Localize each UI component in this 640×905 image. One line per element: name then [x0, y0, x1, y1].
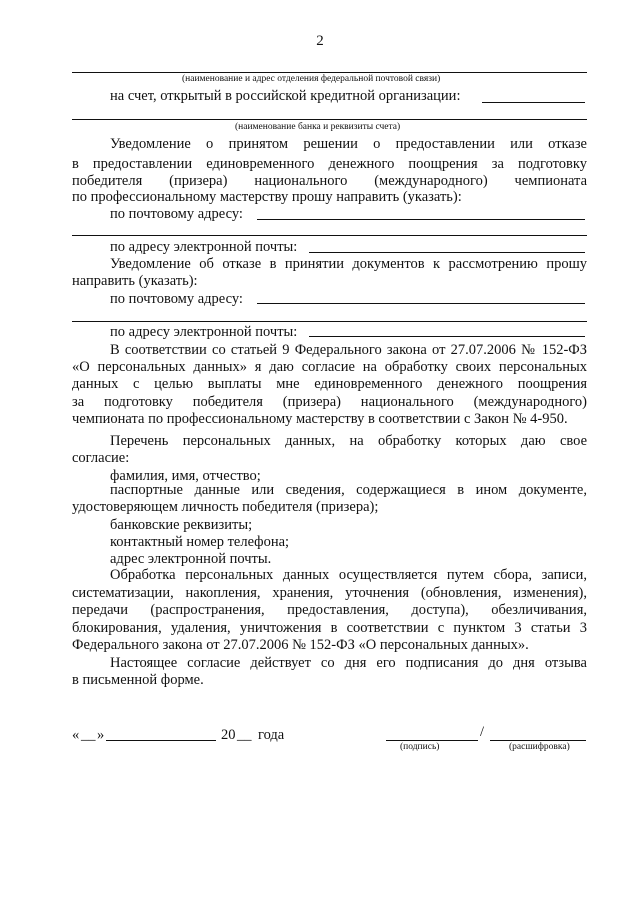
date-day-blank: __	[81, 727, 96, 743]
notify-decision-line-1: Уведомление о принятом решении о предоставлении или отказе	[110, 136, 587, 152]
notify-decision-line-3: победителя (призера) национального (международного) чемпионата	[72, 173, 587, 189]
transcript-blank	[490, 740, 586, 741]
page-number: 2	[316, 33, 324, 49]
processing-line-2: систематизации, накопления, хранения, уточнения (обновления, изменения),	[72, 585, 587, 601]
processing-line-3: передачи (распространения, предоставления, доступа), обезличивания,	[72, 602, 587, 618]
list-item-phone: контактный номер телефона;	[110, 534, 290, 550]
refusal-email-label: по адресу электронной почты:	[110, 324, 298, 340]
list-item-bank: банковские реквизиты;	[110, 517, 253, 533]
date-year-blank: __	[237, 727, 252, 743]
decision-postal-blank-2	[72, 235, 587, 236]
postal-office-caption: (наименование и адрес отделения федеральной почтовой связи)	[182, 74, 441, 84]
decision-postal-label: по почтовому адресу:	[110, 206, 243, 222]
date-close-quote: »	[97, 727, 105, 743]
bank-details-caption: (наименование банка и реквизиты счета)	[235, 122, 401, 132]
consent-line-3: данных с целью выплаты мне единовременного денежного поощрения	[72, 376, 587, 392]
processing-line-1: Обработка персональных данных осуществляется путем сбора, записи,	[110, 567, 587, 583]
bank-details-line	[72, 119, 587, 120]
date-year-prefix: 20	[221, 727, 236, 743]
list-item-passport-line-1: паспортные данные или сведения, содержащиеся в ином документе,	[110, 482, 587, 498]
transcript-caption: (расшифровка)	[509, 742, 570, 752]
signature-blank	[386, 740, 478, 741]
notify-refusal-line-2: направить (указать):	[72, 273, 198, 289]
signature-slash: /	[480, 724, 485, 740]
date-month-blank	[106, 740, 216, 741]
refusal-postal-label: по почтовому адресу:	[110, 291, 243, 307]
signature-caption: (подпись)	[400, 742, 440, 752]
list-intro-line-2: согласие:	[72, 450, 130, 466]
validity-line-1: Настоящее согласие действует со дня его подписания до дня отзыва	[110, 655, 587, 671]
date-open-quote: «	[72, 727, 80, 743]
notify-decision-line-4: по профессиональному мастерству прошу направить (указать):	[72, 189, 462, 205]
refusal-postal-blank	[257, 303, 585, 304]
validity-line-2: в письменной форме.	[72, 672, 204, 688]
list-intro-line-1: Перечень персональных данных, на обработку которых даю свое	[110, 433, 587, 449]
consent-line-2: «О персональных данных» я даю согласие на обработку своих персональных	[72, 359, 587, 375]
notify-refusal-line-1: Уведомление об отказе в принятии документов к рассмотрению прошу	[110, 256, 587, 272]
decision-postal-blank	[257, 219, 585, 220]
refusal-email-blank	[309, 336, 585, 337]
list-item-passport-line-2: удостоверяющем личность победителя (призера);	[72, 499, 379, 515]
list-item-fio: фамилия, имя, отчество;	[110, 468, 261, 484]
notify-decision-line-2: в предоставлении единовременного денежного поощрения за подготовку	[72, 156, 587, 172]
list-item-email: адрес электронной почты.	[110, 551, 272, 567]
date-suffix: года	[258, 727, 285, 743]
consent-line-1: В соответствии со статьей 9 Федерального закона от 27.07.2006 № 152-ФЗ	[110, 342, 587, 358]
account-label: на счет, открытый в российской кредитной организации:	[110, 88, 461, 104]
decision-email-blank	[309, 252, 585, 253]
postal-office-line	[72, 72, 587, 73]
account-blank-line	[482, 102, 585, 103]
consent-line-4: за подготовку победителя (призера) национального (международного)	[72, 394, 587, 410]
consent-line-5: чемпионата по профессиональному мастерству в соответствии с Закон № 4-950.	[72, 411, 568, 427]
decision-email-label: по адресу электронной почты:	[110, 239, 298, 255]
processing-line-5: Федерального закона от 27.07.2006 № 152-ФЗ «О персональных данных».	[72, 637, 529, 653]
processing-line-4: блокирования, удаления, уничтожения в соответствии с пунктом 3 статьи 3	[72, 620, 587, 636]
